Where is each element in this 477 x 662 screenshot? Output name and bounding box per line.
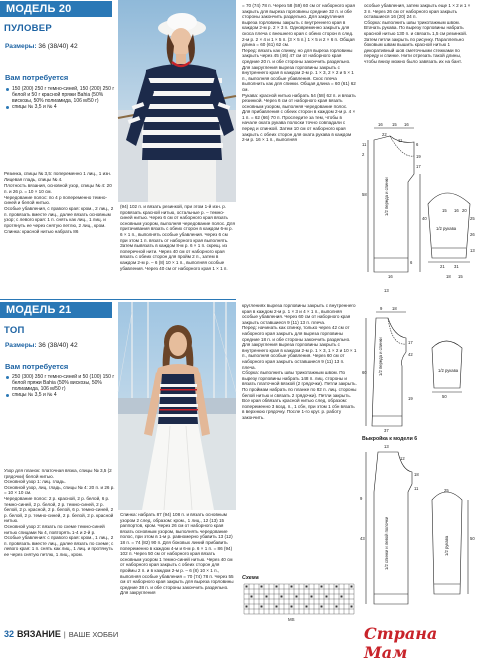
model-21-bar: МОДЕЛЬ 21 — [0, 302, 112, 318]
schema-stitch-mark — [321, 586, 323, 588]
model-21-col-2: Спинка: набрать 87 (94) 108 п. и вязать основным узором 2 след. образом: кром., 1 лиц., 12 (13) 15 раппортов, кром. Через 26 см от наборного края вязать основным узором, выполнять чередование полос, при этом в 1-м р. равномерно убавить 13 (12) 18 п. = 74 (82) 90 п. Для боковых линий прибавить попеременно в каждом 4-м и 6-м р. 6 × 1 п. = 86 (94) 102 п. Через 50 см от наборного края вязать основным узором 1 темно-синей нитью. Через 40 см от наборного края закрыть с обеих сторон для проймы 2 п. и в каждом 2-м р. – 6 (8) 10 × 1 п., выполняя особые убавления = 70 (74) 78 п. Через 55 см от наборного края закрыть для выреза горловины средние 38 п. и обе стороны закончить раздельно. Для закругления — [120, 512, 234, 596]
dim-label: 37 — [384, 428, 389, 433]
schema-stitch-mark — [326, 596, 328, 598]
dim-label: 42 — [408, 352, 413, 357]
magazine-subtitle: ВАШЕ ХОББИ — [68, 630, 119, 639]
model-21-materials — [5, 374, 115, 398]
schema-stitch-mark — [261, 586, 263, 588]
dim-label: 11 — [362, 142, 367, 147]
right-piece-label: 1/2 рукава — [444, 535, 449, 556]
dim-label: 15 — [442, 208, 447, 213]
dim-label: 25 — [470, 216, 475, 221]
dim-label: 11 — [398, 138, 403, 143]
pattern-model-6-diagram — [360, 444, 476, 614]
model-20-title: ПУЛОВЕР — [4, 23, 53, 34]
dim-label: 50 — [442, 394, 447, 399]
dim-label: 18 — [414, 472, 419, 477]
model-20-col-4: особые убавления, затем закрыть еще 1 × 2 и 1 × 3 п. Через 26 см от наборного края закрыть оставшиеся 16 (20) 24 п. Сборка: выполнить швы трикотажным швом. Втачать рукава. По вырезу горловины набрать красной нитью 130 п. и связать 1,5 см резинкой. Затем петли закрыть по рисунку. Параллельно боковым швам вышить красной нитью 1 декоративный шов сметочными стежками по переду и спинке. Нити отрезать такой длины, чтобы внизу можно было завязать их на бант. — [364, 3, 471, 64]
dim-label: 18 — [392, 306, 397, 311]
model-20-bar: МОДЕЛЬ 20 — [0, 1, 112, 17]
model-20-diagrams — [362, 112, 476, 300]
page-number: 32 — [4, 629, 15, 639]
schema-stitch-mark — [321, 606, 323, 608]
model-21-col-1: Узор для планок: платочная вязка, спицы № 3,5 (2 грядочки) белой нитью. Основной узор 1: лиц. гладь. Основной узор, лиц. гладь, спицы № 4: 20 п. и 26 р. = 10 × 10 см. Чередование полос: 2 р. красной, 2 р. белой, 6 р. темно-синей, 2 р. белой, 2 р. темно-синей, 2 р. белой, 2 р. красной, 2 р. белой, 6 р. темно-синей, 2 р. белой, 2 р. темно-синей, 2 р. белой, 2 р. красной нитью. Основной узор 2: вязать по схеме темно-синей нитью спицами № 4, повторять 1-4 и 2-й р. Особые убавления: с правого края: кром., 1 лиц., 2 п. провязать вместе лиц., далее вязать по схеме; с левого края: 1 п. снять как лиц., 1 лиц. и протянуть ее через снятую петлю, 1 лиц., кром. — [4, 468, 115, 557]
dim-label: 16 — [454, 208, 459, 213]
dim-label: 58 — [362, 192, 367, 197]
schema-stitch-mark — [311, 596, 313, 598]
schema-stitch-mark — [336, 606, 338, 608]
dim-label: 2 — [362, 152, 365, 157]
material-item: 150 (200) 250 г темно-синей, 150 (200) 250 г белой и 50 г красной пряжи Bahia (50% вискозы, 50% полиамида, 106 м/50 г) — [5, 86, 115, 104]
dim-label: 9 — [360, 496, 363, 501]
schema-stitch-mark — [246, 606, 248, 608]
dim-label: 13 — [470, 248, 475, 253]
schema-title: Схема — [242, 575, 259, 581]
model-20-col-2: (94) 102 п. и вязать резинкой, при этом 1-й изн. р. провязать красной нитью, остальные р. – темно-синей нитью. Через 6 см от наборного края вязать основным узором, выполняя чередование полос. Для притачивания вязать с обеих сторон в каждом 6-м р. 6 × 1 п., выполнять особые убавления. Через 6 см при этом 1 п. вязать от наборного края выполнять. Затем вывязать в каждом 8-м р. 6 × 1 п. скрещ. из поперечной нити. Через 40 см от наборного края вязать с обеих сторон для пройм 2 п., затем в каждом 2-м р. – 6 (8) 10 × 1 п., выполняя особые убавления. Через 40 см от наборного края 1 × 1 п. — [120, 204, 235, 271]
left-piece-label: 1/2 спинки и левой полочки — [384, 516, 389, 570]
dim-label: 12 — [400, 456, 405, 461]
dim-label: 21 — [440, 264, 445, 269]
model-21-col-3: круглениях выреза горловины закрыть с внутреннего края в каждом 2-м р. 1 × 3 и 4 × 1 п., выполняя особые убавления. Через 60 см от наборного края закрыть оставшиеся 9 (11) 13 п. плеча. Перед: начинать как спинку, только через 42 см от наборного края закрыть для выреза горловины средние 18 п. и обе стороны закончить раздельно. Для закругления выреза горловины закрыть с внутреннего края в каждом 2-м р. 1 × 3, 1 × 2 и 10 × 1 п., выполняя особые убавления. Через 60 см от наборного края закрыть оставшиеся 9 (11) 13 п. плеча. Сборка: выполнить швы трикотажным швом. По вырезу горловины набрать 148 п. лиц. стороны и вязать платочной вязкой (2 грядочки). Петли закрыть. По проймам набрать по планке по 82 п. лиц. стороны белой нитью и связать 2 грядочки). Петли закрыть. Все края обвязать красной нитью след. образом: попеременно 3 возд. п., 1 сбн, при этом 1 сбн вязать в верхнюю грядочку. После 1-го круг. р. работу закончить. — [242, 303, 357, 420]
schema-stitch-mark — [261, 606, 263, 608]
dim-label: 25 — [444, 488, 449, 493]
section-divider — [0, 299, 236, 300]
footer-separator: | — [63, 632, 66, 639]
model-20-need-title: Вам потребуется — [5, 73, 69, 82]
material-item: спицы № 3,5 и № 4 — [5, 104, 115, 110]
material-item: спицы № 3,5 и № 4 — [5, 392, 115, 398]
sleeve-label: 1/2 рукава — [436, 226, 457, 231]
model-20-sizes: Размеры: 36 (38/40) 42 — [5, 43, 78, 50]
model-21-photo-image — [118, 302, 236, 510]
dim-label: 15 — [392, 122, 397, 127]
dim-label: 19 — [408, 396, 413, 401]
schema-stitch-mark — [351, 586, 353, 588]
front-back-label: 1/2 переда и спинки — [378, 337, 383, 376]
pullover-pattern-diagram — [362, 112, 476, 300]
page-footer — [4, 629, 118, 639]
dim-label: 13 — [384, 288, 389, 293]
material-item: 250 (300) 350 г темно-синей и 50 (100) 150 г белой пряжи Bahia (50% вискозы, 50% полиамида, 106 м/50 г) — [5, 374, 115, 392]
schema-stitch-mark — [291, 606, 293, 608]
dim-label: 22 — [382, 132, 387, 137]
dim-label: 19 — [416, 154, 421, 159]
schema-stitch-mark — [351, 606, 353, 608]
dim-label: 60 — [362, 370, 367, 375]
sleeve-label: 1/2 рукава — [438, 368, 459, 373]
dim-label: 15 — [458, 274, 463, 279]
model-21-need-title: Вам потребуется — [5, 362, 69, 371]
dim-label: 17 — [416, 164, 421, 169]
pattern-model-6 — [360, 436, 476, 616]
schema-stitch-mark — [341, 596, 343, 598]
schema-stitch-mark — [291, 586, 293, 588]
dim-label: 20 — [462, 208, 467, 213]
dim-label: 9 — [380, 306, 383, 311]
dim-label: 31 — [454, 264, 459, 269]
model-20-photo-image — [118, 0, 236, 202]
magazine-brand: ВЯЗАНИЕ — [17, 629, 61, 639]
schema-stitch-mark — [336, 586, 338, 588]
schema-stitch-mark — [276, 586, 278, 588]
dim-label: 16 — [404, 122, 409, 127]
schema-stitch-mark — [251, 596, 253, 598]
dim-label: 13 — [384, 444, 389, 449]
schema-rapport: МS — [288, 617, 295, 622]
schema-stitch-mark — [306, 586, 308, 588]
schema-stitch-mark — [296, 596, 298, 598]
schema-stitch-mark — [246, 586, 248, 588]
dim-label: 11 — [414, 486, 419, 491]
model-20-materials — [5, 86, 115, 110]
dim-label: 16 — [378, 122, 383, 127]
model-20-col-3: = 70 (74) 78 п. Через 58 (59) 60 см от наборного края закрыть для выреза горловины средние 32 п. и обе стороны закончить раздельно. Для закругления выреза горловины закрыть с внутреннего края в каждом 2-м р. 2 × 3 п. Одновременно закрыть для скоса плеча с внешнего края с обеих сторон в след. 2-м р. 2 × 4 и 1 × 5 п. (3 × 5 п.) 1 × 5 и 2 × 6 п. Общая длина = 60 (61) 62 см. Перед: вязать как спинку, но для выреза горловины закрыть через 45 (46) 47 см от наборного края средние 20 п. и обе стороны закончить раздельно. Для закругления выреза горловины закрыть с внутреннего края в каждом 2-м р. 1 × 3, 2 × 2 и 5 × 1 п., выполняя особые убавления. Скос плеча выполнить как для спинки. Общая длина = 60 (61) 62 см. Рукава: красной нитью набрать 54 (58) 62 п. и вязать резинкой. Через 6 см от наборного края вязать основным узором, выполняя чередование полос. Для прибавления с обеих сторон в каждом 2-м р. 4 × 1 п. = 62 (66) 70 п. Проследите за тем, чтобы в начале оката рукава полоски точно совпадали с перед и спинкой. Затем 10 см от наборного края закрыть с обеих сторон для оката рукава в каждом 2-м р. 16 × 1 п., выполняя — [242, 3, 356, 143]
model-21-photo — [118, 302, 236, 510]
dim-label: 26 — [470, 232, 475, 237]
schema-stitch-mark — [276, 606, 278, 608]
schema-grid — [242, 582, 358, 616]
dim-label: 6 — [416, 142, 419, 147]
schema-stitch-mark — [266, 596, 268, 598]
dim-label: 17 — [408, 340, 413, 345]
dim-label: 43 — [360, 536, 365, 541]
schema-stitch-mark — [281, 596, 283, 598]
schema-stitch-mark — [306, 606, 308, 608]
dim-label: 18 — [446, 274, 451, 279]
dim-label: 50 — [470, 536, 475, 541]
watermark-text: Страна Мам — [364, 624, 438, 662]
model-21-diagrams — [362, 306, 476, 434]
dim-label: 16 — [388, 274, 393, 279]
stitch-schema — [242, 575, 358, 623]
model-21-title: ТОП — [4, 325, 25, 336]
watermark — [364, 624, 477, 662]
pattern-title: Выкройка к модели 6 — [362, 436, 418, 442]
model-20-col-1: Резинка, спицы № 3,5: попеременно 1 лиц., 1 изн. Лицевая гладь, спицы № 4. Плотность вязания, основной узор, спицы № 4: 20 п. и 26 р. = 10 × 10 см. Чередование полос: по 4 р попеременно темно-синей и белой нитью. Особые убавления, с правого края: кром., 2 лиц., 2 п. провязать вместе лиц., далее вязать основным узор; с левого края: 1 п. снять как лиц., 1 лиц. и протянуть ее через снятую петлю, 2 лиц., кром. Спинка: красной нитью набрать 86 — [4, 171, 114, 234]
model-20-photo — [118, 0, 236, 202]
front-back-label: 1/2 переда и спинки — [384, 177, 389, 216]
dim-label: 40 — [422, 216, 427, 221]
model-21-sizes: Размеры: 36 (38/40) 42 — [5, 342, 78, 349]
dim-label: 6 — [410, 260, 413, 265]
